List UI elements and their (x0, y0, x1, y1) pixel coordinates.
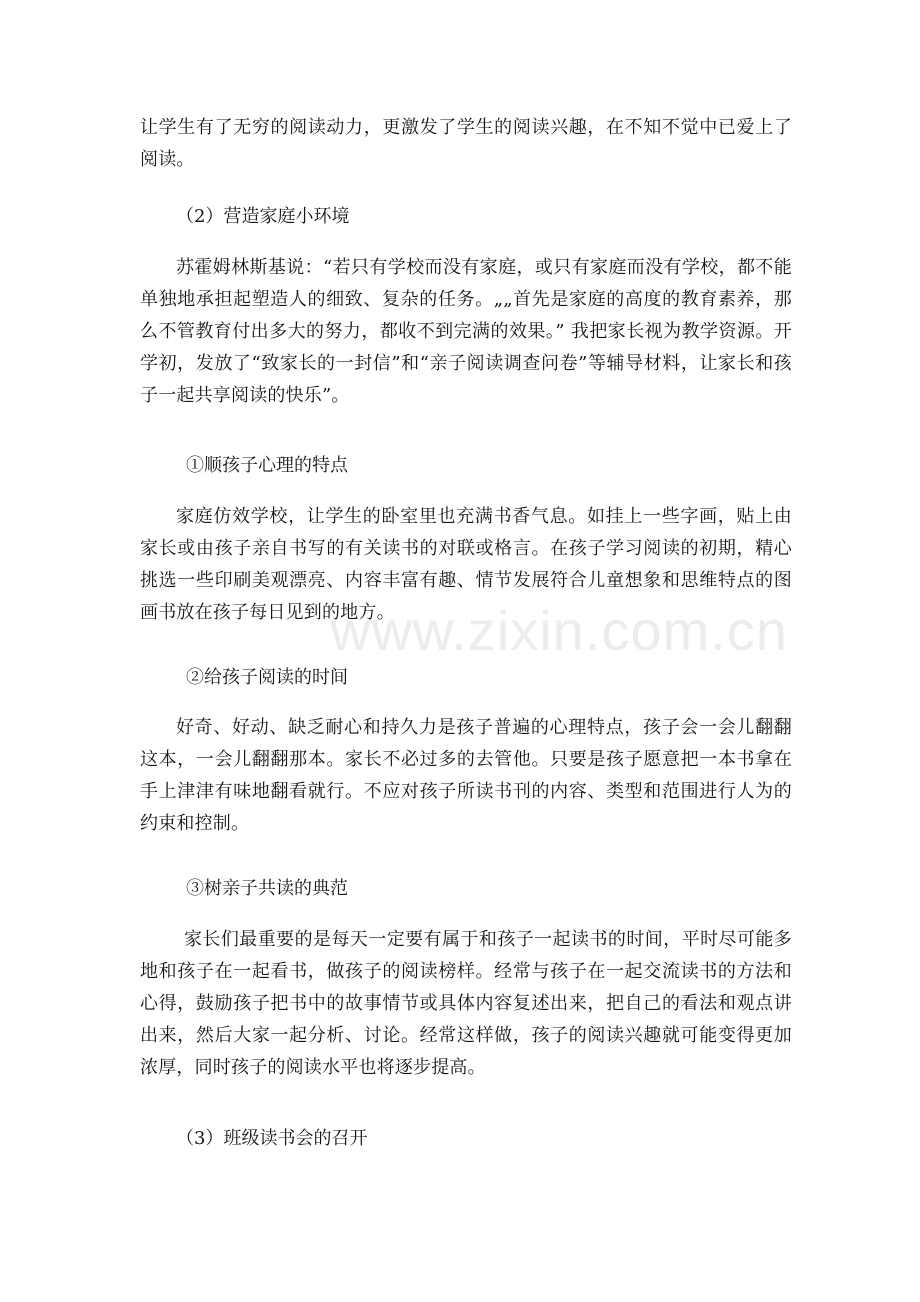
paragraph-parent-child-reading: 家长们最重要的是每天一定要有属于和孩子一起读书的时间，平时尽可能多地和孩子在一起看书，做孩子的阅读榜样。经常与孩子在一起交流读书的方法和心得，鼓励孩子把书中的故事情节或具体内容复述出来，把自己的看法和观点讲出来，然后大家一起分析、讨论。经常这样做，孩子的阅读兴趣就可能变得更加浓厚，同时孩子的阅读水平也将逐步提高。 (140, 929, 792, 1078)
subheading-child-psychology: ①顺孩子心理的特点 (186, 455, 348, 476)
section-heading-family-environment: （2）营造家庭小环境 (176, 206, 350, 227)
subheading-reading-time: ②给孩子阅读的时间 (186, 667, 348, 688)
paragraph-sukhomlinsky-quote: 苏霍姆林斯基说：“若只有学校而没有家庭，或只有家庭而没有学校，都不能单独地承担起塑造人的细致、复杂的任务。„„首先是家庭的高度的教育素养，那么不管教育付出多大的努力，都收不到完满的效果。” 我把家长视为教学资源。开学初，发放了“致家长的一封信”和“亲子阅读调查问卷”等辅导材料，让家长和孩子一起共享阅读的快乐”。 (140, 257, 792, 406)
section-heading-class-reading-club: （3）班级读书会的召开 (176, 1128, 368, 1149)
paragraph-home-reading-atmosphere: 家庭仿效学校，让学生的卧室里也充满书香气息。如挂上一些字画，贴上由家长或由孩子亲自书写的有关读书的对联或格言。在孩子学习阅读的初期，精心挑选一些印刷美观漂亮、内容丰富有趣、情节发展符合儿童想象和思维特点的图画书放在孩子每日见到的地方。 (140, 506, 792, 623)
paragraph-intro-continuation: 让学生有了无穷的阅读动力，更激发了学生的阅读兴趣，在不知不觉中已爱上了阅读。 (140, 117, 792, 170)
paragraph-child-curiosity: 好奇、好动、缺乏耐心和持久力是孩子普遍的心理特点，孩子会一会儿翻翻这本，一会儿翻翻那本。家长不必过多的去管他。只要是孩子愿意把一本书拿在手上津津有味地翻看就行。不应对孩子所读书刊的内容、类型和范围进行人为的约束和控制。 (140, 717, 792, 834)
subheading-parent-example: ③树亲子共读的典范 (186, 878, 348, 899)
watermark-text: www.zixin.com.cn (330, 599, 788, 662)
